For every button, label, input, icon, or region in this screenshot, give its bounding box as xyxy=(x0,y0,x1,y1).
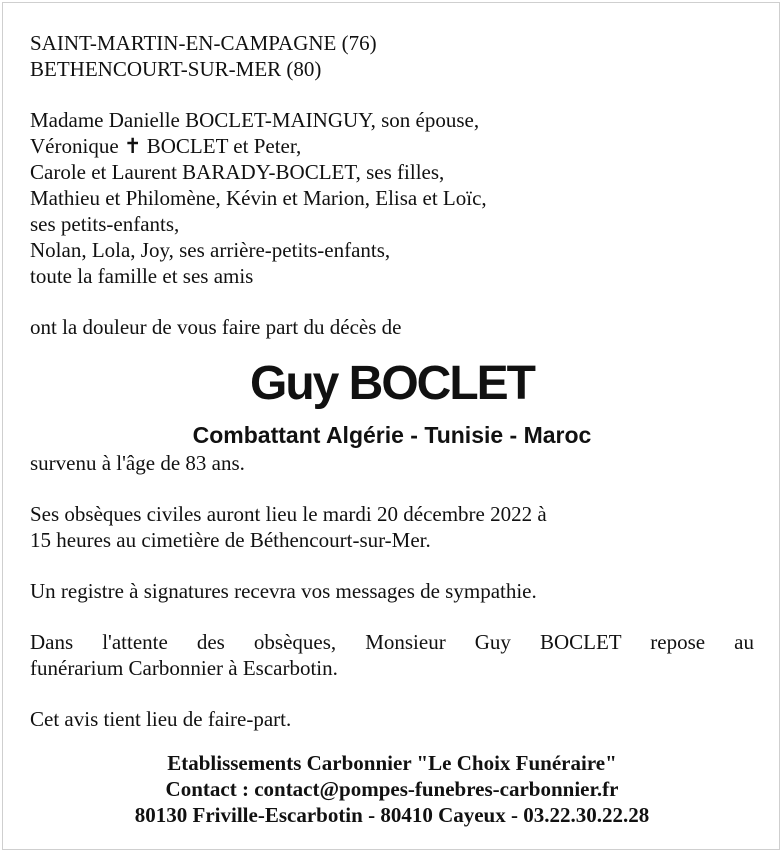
family-block xyxy=(30,107,754,289)
locations-block xyxy=(30,30,754,82)
rest-block xyxy=(30,629,754,681)
registry-text: Un registre à signatures recevra vos messages de sympathie. xyxy=(30,579,537,603)
family-line: Mathieu et Philomène, Kévin et Marion, Elisa et Loïc, xyxy=(30,186,487,210)
family-line xyxy=(30,133,754,159)
contact-line: Contact : contact@pompes-funebres-carbonnier.fr xyxy=(165,777,619,801)
family-name: BOCLET et Peter, xyxy=(146,134,302,158)
address-line: 80130 Friville-Escarbotin - 80410 Cayeux - 03.22.30.22.28 xyxy=(134,803,650,827)
location-line: SAINT-MARTIN-EN-CAMPAGNE (76) xyxy=(30,31,377,55)
rest-line: Dans l'attente des obsèques, Monsieur Guy BOCLET repose au xyxy=(30,630,754,654)
family-line: Carole et Laurent BARADY-BOCLET, ses filles, xyxy=(30,160,445,184)
funeral-line: 15 heures au cimetière de Béthencourt-sur-Mer. xyxy=(30,528,431,552)
family-name: Véronique xyxy=(30,134,119,158)
funeral-home-footer xyxy=(30,750,754,828)
funeral-block xyxy=(30,501,754,553)
location-line: BETHENCOURT-SUR-MER (80) xyxy=(30,57,322,81)
cross-icon: ✝ xyxy=(123,134,142,158)
deceased-name: Guy BOCLET xyxy=(249,357,534,410)
family-line: Madame Danielle BOCLET-MAINGUY, son épouse, xyxy=(30,108,480,132)
family-line: ses petits-enfants, xyxy=(30,212,180,236)
family-line: Nolan, Lola, Joy, ses arrière-petits-enfants, xyxy=(30,238,391,262)
company-name: Etablissements Carbonnier "Le Choix Funéraire" xyxy=(167,751,617,775)
deceased-subtitle: Combattant Algérie - Tunisie - Maroc xyxy=(192,422,592,448)
rest-line: funérarium Carbonnier à Escarbotin. xyxy=(30,656,338,680)
obituary-notice xyxy=(30,30,754,828)
announcement-text: ont la douleur de vous faire part du décès de xyxy=(30,315,402,339)
notice-text: Cet avis tient lieu de faire-part. xyxy=(30,707,292,731)
age-text: survenu à l'âge de 83 ans. xyxy=(30,451,245,475)
funeral-line: Ses obsèques civiles auront lieu le mardi 20 décembre 2022 à xyxy=(30,502,547,526)
family-line: toute la famille et ses amis xyxy=(30,264,254,288)
